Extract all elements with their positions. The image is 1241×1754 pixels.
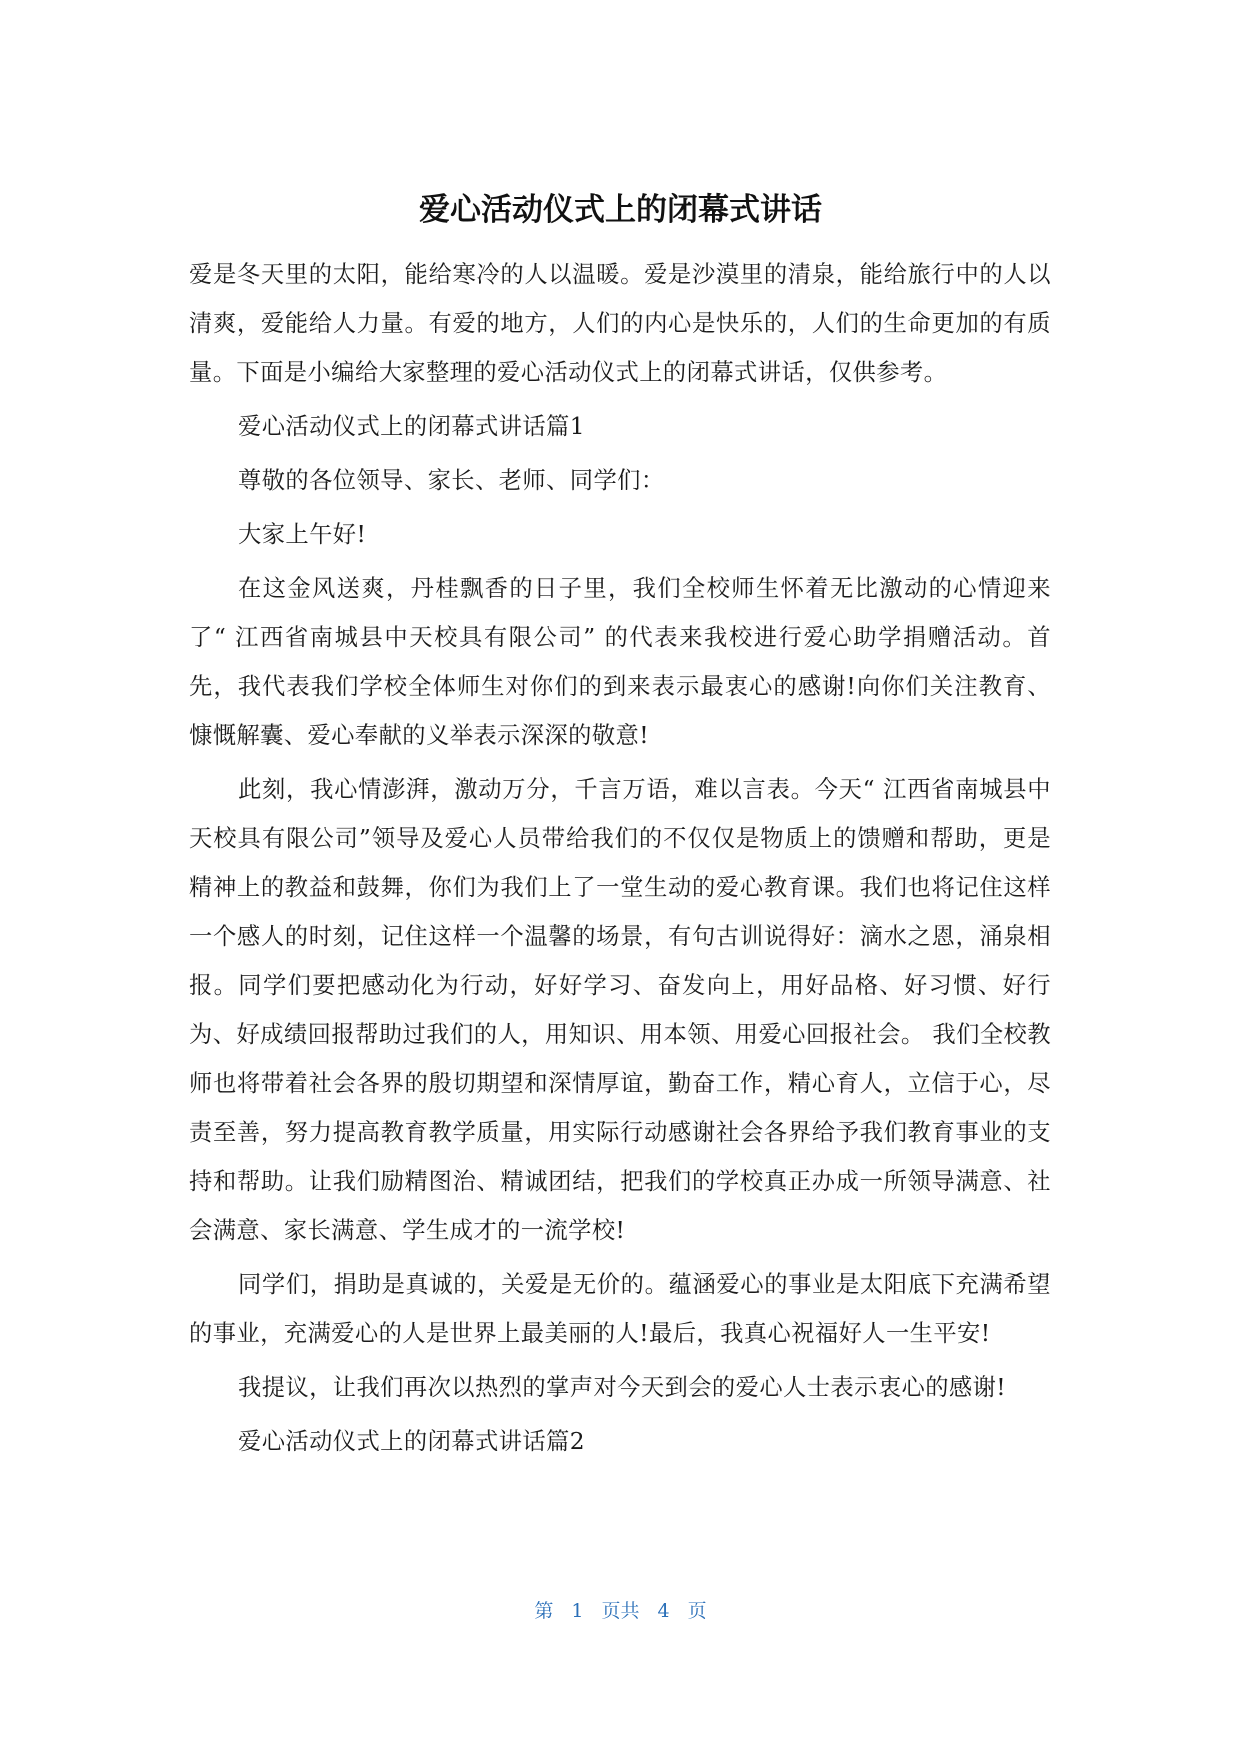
footer-total-pages: 4 (657, 1600, 670, 1622)
footer-label-page: 第 (534, 1600, 554, 1622)
body-paragraph: 我提议，让我们再次以热烈的掌声对今天到会的爱心人士表示衷心的感谢! (238, 1374, 1007, 1401)
footer-label-total: 页共 (601, 1600, 640, 1622)
intro-paragraph: 爱是冬天里的太阳，能给寒冷的人以温暖。爱是沙漠里的清泉，能给旅行中的人以清爽，爱能给人力量。有爱的地方，人们的内心是快乐的，人们的生命更加的有质量。下面是小编给大家整理的爱心活动仪式上的闭幕式讲话，仅供参考。 (189, 261, 1051, 386)
body-paragraph: 此刻，我心情澎湃，激动万分，千言万语，难以言表。今天“ 江西省南城县中天校具有限公司”领导及爱心人员带给我们的不仅仅是物质上的馈赠和帮助，更是精神上的教益和鼓舞，你们为我们上了一堂生动的爱心教育课。我们也将记住这样一个感人的时刻，记住这样一个温馨的场景，有句古训说得好：滴水之恩，涌泉相报。同学们要把感动化为行动，好好学习、奋发向上，用好品格、好习惯、好行为、好成绩回报帮助过我们的人，用知识、用本领、用爱心回报社会。 我们全校教师也将带着社会各界的殷切期望和深情厚谊，勤奋工作，精心育人，立信于心，尽责至善，努力提高教育教学质量，用实际行动感谢社会各界给予我们教育事业的支持和帮助。让我们励精图治、精诚团结，把我们的学校真正办成一所领导满意、社会满意、家长满意、学生成才的一流学校! (189, 776, 1051, 1244)
salutation: 尊敬的各位领导、家长、老师、同学们： (238, 467, 665, 494)
body-paragraph: 在这金风送爽，丹桂飘香的日子里，我们全校师生怀着无比激动的心情迎来了“ 江西省南城县中天校具有限公司” 的代表来我校进行爱心助学捐赠活动。首先，我代表我们学校全体师生对你们的到来表示最衷心的感谢!向你们关注教育、慷慨解囊、爱心奉献的义举表示深深的敬意! (189, 575, 1051, 749)
footer-label-end: 页 (687, 1600, 707, 1622)
footer-current-page: 1 (571, 1600, 584, 1622)
document-title: 爱心活动仪式上的闭幕式讲话 (419, 192, 822, 228)
section-heading-2: 爱心活动仪式上的闭幕式讲话篇2 (238, 1428, 585, 1455)
document-body (189, 250, 1051, 1471)
page-footer (0, 1597, 1241, 1625)
section-heading-1: 爱心活动仪式上的闭幕式讲话篇1 (238, 413, 585, 440)
body-paragraph: 同学们，捐助是真诚的，关爱是无价的。蕴涵爱心的事业是太阳底下充满希望的事业，充满爱心的人是世界上最美丽的人!最后，我真心祝福好人一生平安! (189, 1271, 1051, 1347)
greeting: 大家上午好! (238, 521, 367, 548)
